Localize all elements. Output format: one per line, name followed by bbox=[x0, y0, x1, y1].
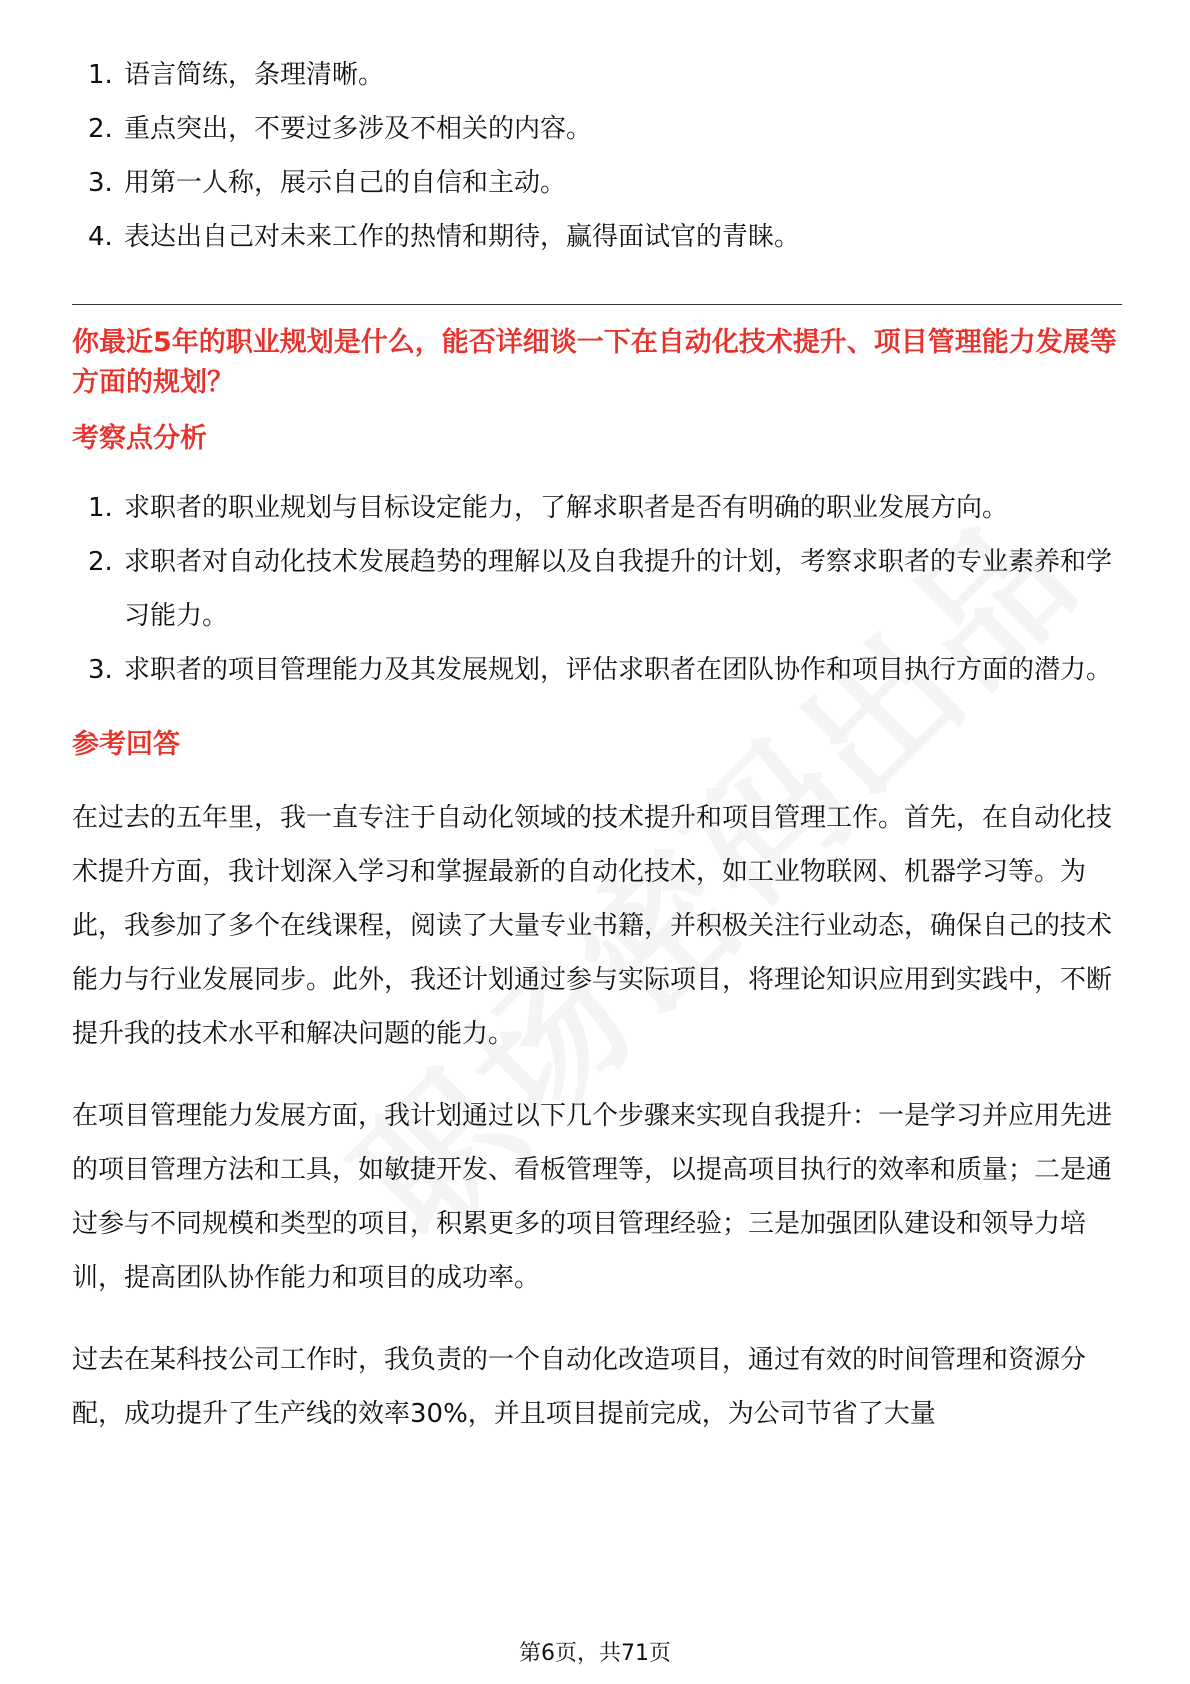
list-text: 求职者对自动化技术发展趋势的理解以及自我提升的计划，考察求职者的专业素养和学习能力。 bbox=[124, 547, 1113, 631]
list-number: 4. bbox=[88, 222, 113, 252]
list-item bbox=[72, 535, 1122, 643]
section-divider bbox=[72, 304, 1122, 305]
answer-paragraph: 在项目管理能力发展方面，我计划通过以下几个步骤来实现自我提升：一是学习并应用先进的项目管理方法和工具，如敏捷开发、看板管理等，以提高项目执行的效率和质量；二是通过参与不同规模和类型的项目，积累更多的项目管理经验；三是加强团队建设和领导力培训，提高团队协作能力和项目的成功率。 bbox=[72, 1101, 1113, 1293]
analysis-heading: 考察点分析 bbox=[72, 423, 207, 454]
list-number: 3. bbox=[88, 168, 113, 198]
interview-question: 你最近5年的职业规划是什么，能否详细谈一下在自动化技术提升、项目管理能力发展等方面的规划？ bbox=[72, 327, 1117, 398]
analysis-list bbox=[72, 481, 1122, 697]
list-text: 用第一人称，展示自己的自信和主动。 bbox=[124, 168, 567, 198]
list-text: 求职者的职业规划与目标设定能力，了解求职者是否有明确的职业发展方向。 bbox=[124, 493, 1009, 523]
list-item bbox=[72, 102, 1122, 156]
answer-heading: 参考回答 bbox=[72, 729, 180, 760]
page-footer: 第6页，共71页 bbox=[519, 1641, 671, 1666]
list-number: 1. bbox=[88, 60, 113, 90]
list-text: 语言简练，条理清晰。 bbox=[124, 60, 385, 90]
list-item bbox=[72, 481, 1122, 535]
list-number: 1. bbox=[88, 493, 113, 523]
answer-paragraph: 在过去的五年里，我一直专注于自动化领域的技术提升和项目管理工作。首先，在自动化技术提升方面，我计划深入学习和掌握最新的自动化技术，如工业物联网、机器学习等。为此，我参加了多个在线课程，阅读了大量专业书籍，并积极关注行业动态，确保自己的技术能力与行业发展同步。此外，我还计划通过参与实际项目，将理论知识应用到实践中，不断提升我的技术水平和解决问题的能力。 bbox=[72, 803, 1113, 1049]
list-number: 2. bbox=[88, 114, 113, 144]
answer-paragraph: 过去在某科技公司工作时，我负责的一个自动化改造项目，通过有效的时间管理和资源分配，成功提升了生产线的效率30%，并且项目提前完成，为公司节省了大量 bbox=[72, 1345, 1087, 1429]
intro-list bbox=[72, 48, 1122, 264]
list-item bbox=[72, 48, 1122, 102]
list-text: 重点突出，不要过多涉及不相关的内容。 bbox=[124, 114, 593, 144]
list-number: 3. bbox=[88, 655, 113, 685]
list-item bbox=[72, 156, 1122, 210]
list-text: 表达出自己对未来工作的热情和期待，赢得面试官的青睐。 bbox=[124, 222, 801, 252]
list-text: 求职者的项目管理能力及其发展规划，评估求职者在团队协作和项目执行方面的潜力。 bbox=[124, 655, 1113, 685]
page-content bbox=[72, 0, 1122, 1441]
list-item bbox=[72, 643, 1122, 697]
list-item bbox=[72, 210, 1122, 264]
list-number: 2. bbox=[88, 547, 113, 577]
